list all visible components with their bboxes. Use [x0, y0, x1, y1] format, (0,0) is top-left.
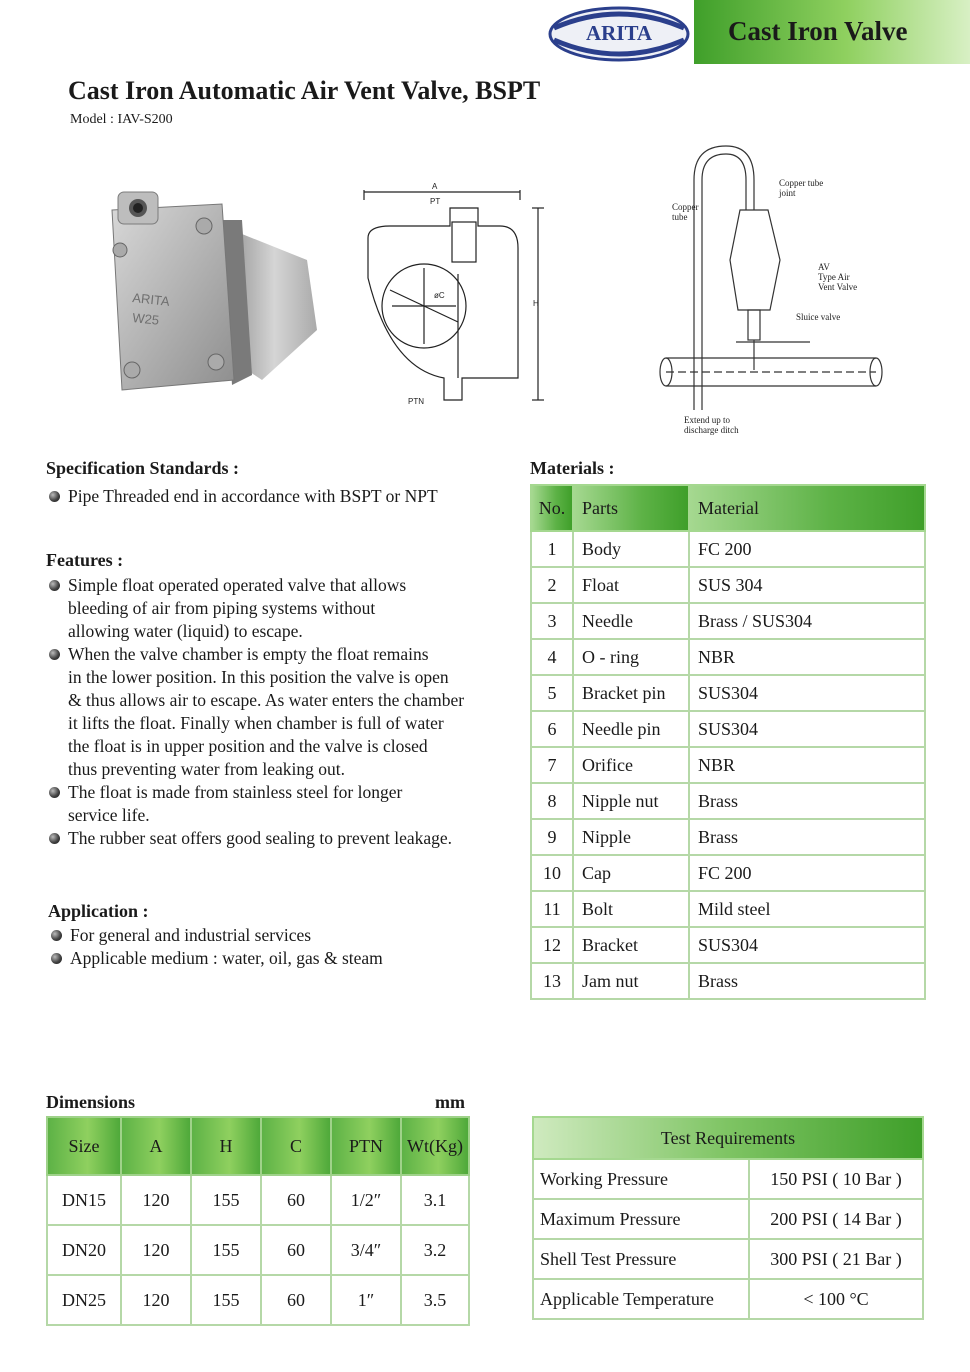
materials-header-row: [531, 485, 925, 531]
table-row: 6 Needle pin SUS304: [531, 711, 925, 747]
table-row: 1 Body FC 200: [531, 531, 925, 567]
installation-diagram: [650, 140, 890, 440]
table-row: Working Pressure 150 PSI ( 10 Bar ): [533, 1159, 923, 1199]
feature-item-4: The rubber seat offers good sealing to prevent leakage.: [46, 827, 452, 850]
label-h: H: [533, 299, 539, 308]
application-heading: Application :: [48, 901, 149, 921]
table-row: DN20 120 155 60 3/4″ 3.2: [47, 1225, 469, 1275]
col-no: No.: [531, 485, 573, 531]
spec-heading: Specification Standards :: [46, 458, 240, 478]
col-material: Material: [689, 485, 925, 531]
application-item-2: Applicable medium : water, oil, gas & steam: [48, 947, 383, 970]
install-av-2: Type Air: [818, 272, 850, 282]
col-parts: Parts: [573, 485, 689, 531]
category-banner: [694, 0, 970, 64]
spec-item: Pipe Threaded end in accordance with BSPT or NPT: [46, 485, 438, 508]
test-heading: Test Requirements: [533, 1117, 923, 1159]
dimensions-header-row: Size A H C PTN Wt(Kg): [47, 1117, 469, 1175]
dimensions-table: [46, 1116, 470, 1326]
feature-item-2: When the valve chamber is empty the float remains in the lower position. In this position the valve is open & thus allows air to escape. As water enters the chamber it lifts the float. Finally when chamber is full of water the float is in upper position and the valve is closed thus preventing water from leaking out.: [46, 643, 464, 781]
install-sluice: Sluice valve: [796, 312, 841, 322]
materials-heading: Materials :: [530, 458, 615, 478]
label-ptn: PTN: [408, 397, 424, 406]
test-header-row: [533, 1117, 923, 1159]
table-row: Maximum Pressure 200 PSI ( 14 Bar ): [533, 1199, 923, 1239]
dimensions-heading: Dimensions: [46, 1092, 136, 1112]
product-title: Cast Iron Automatic Air Vent Valve, BSPT: [68, 76, 541, 105]
features-heading: Features :: [46, 550, 124, 570]
product-photo: [92, 190, 332, 400]
materials-table: [530, 484, 926, 1000]
category-title: Cast Iron Valve: [728, 16, 908, 46]
feature-item-3: The float is made from stainless steel for longer service life.: [46, 781, 402, 827]
photo-marking-2: W25: [131, 310, 160, 328]
table-row: DN25 120 155 60 1″ 3.5: [47, 1275, 469, 1325]
logo-text: ARITA: [585, 21, 653, 45]
table-row: 13 Jam nut Brass: [531, 963, 925, 999]
label-c: øC: [434, 291, 445, 300]
table-row: 10 Cap FC 200: [531, 855, 925, 891]
table-row: 8 Nipple nut Brass: [531, 783, 925, 819]
model-number: Model : IAV-S200: [70, 112, 173, 127]
table-row: 9 Nipple Brass: [531, 819, 925, 855]
test-requirements-table: [532, 1116, 924, 1320]
dimension-drawing: [350, 178, 550, 416]
label-a: A: [432, 182, 438, 191]
table-row: 11 Bolt Mild steel: [531, 891, 925, 927]
table-row: 7 Orifice NBR: [531, 747, 925, 783]
install-copper-tube-1: Copper: [672, 202, 699, 212]
install-copper-joint-1: Copper tube: [779, 178, 824, 188]
install-av-1: AV: [818, 262, 830, 272]
install-copper-tube-2: tube: [672, 212, 688, 222]
table-row: 3 Needle Brass / SUS304: [531, 603, 925, 639]
table-row: 5 Bracket pin SUS304: [531, 675, 925, 711]
label-pt: PT: [430, 197, 441, 206]
table-row: Shell Test Pressure 300 PSI ( 21 Bar ): [533, 1239, 923, 1279]
application-item-1: For general and industrial services: [48, 924, 311, 947]
photo-marking-1: ARITA: [131, 290, 171, 309]
install-av-3: Vent Valve: [818, 282, 858, 292]
arita-logo: [548, 6, 690, 62]
table-row: 12 Bracket SUS304: [531, 927, 925, 963]
table-row: 2 Float SUS 304: [531, 567, 925, 603]
dimensions-unit: mm: [435, 1092, 465, 1112]
table-row: DN15 120 155 60 1/2″ 3.1: [47, 1175, 469, 1225]
table-row: 4 O - ring NBR: [531, 639, 925, 675]
table-row: Applicable Temperature < 100 °C: [533, 1279, 923, 1319]
install-extend-2: discharge ditch: [684, 425, 739, 435]
install-copper-joint-2: joint: [779, 188, 796, 198]
install-extend-1: Extend up to: [684, 415, 730, 425]
feature-item-1: Simple float operated operated valve that allows bleeding of air from piping systems without allowing water (liquid) to escape.: [46, 574, 406, 643]
